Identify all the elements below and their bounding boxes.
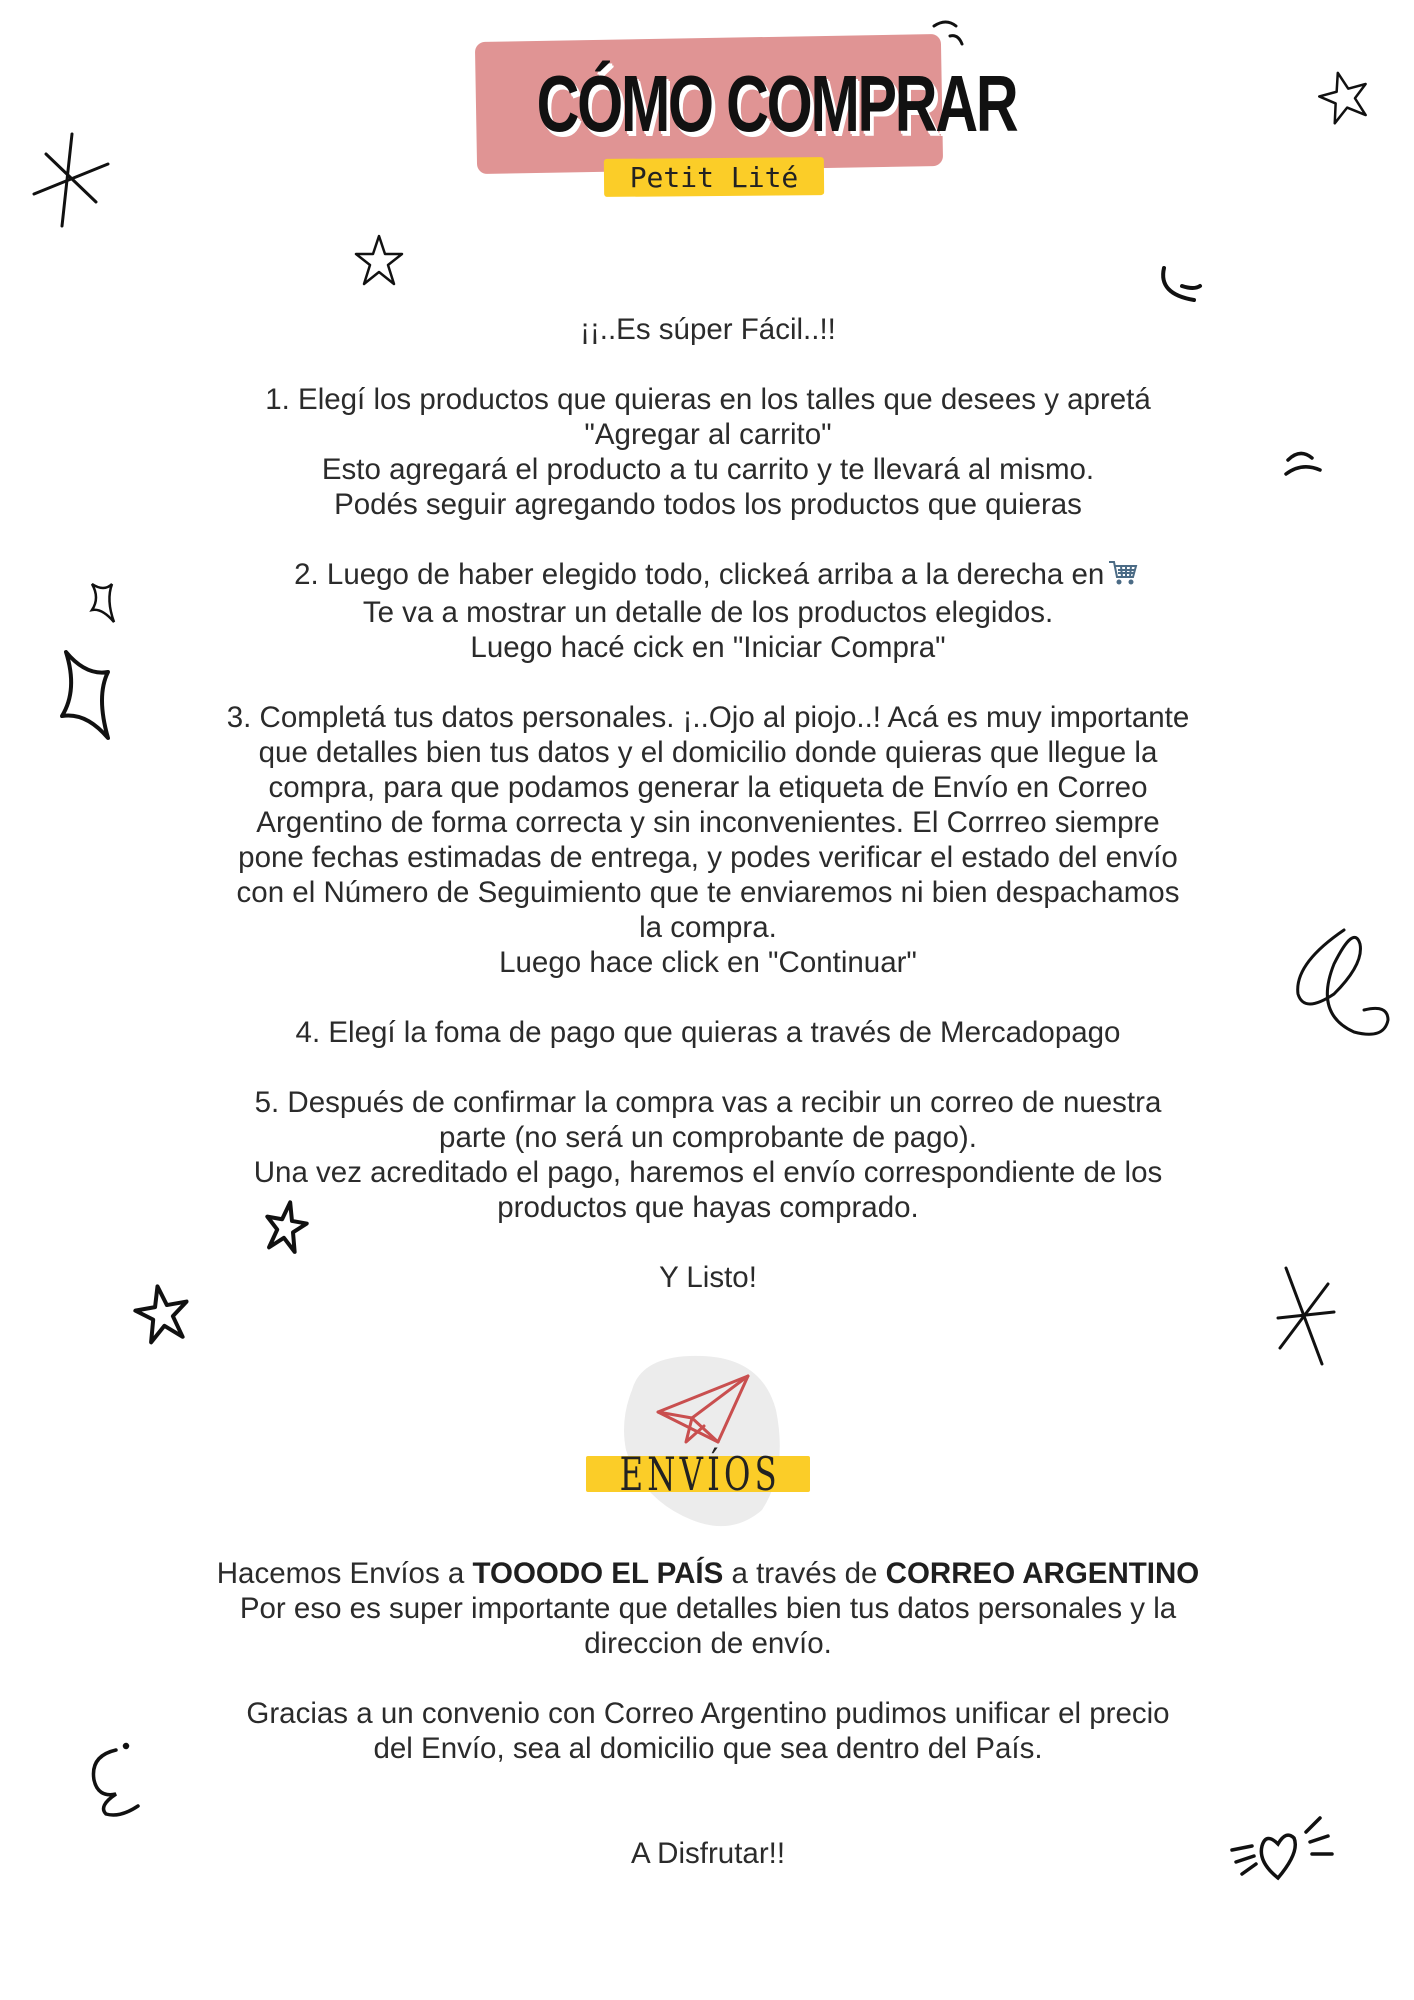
closing-text: Y Listo! (659, 1261, 757, 1294)
step2-line1: 2. Luego de haber elegido todo, clickeá arriba a la derecha en (294, 558, 1105, 591)
shipping-line1-country: TOOODO EL PAÍS (472, 1557, 724, 1590)
doodle-loop-right-icon (1284, 924, 1394, 1044)
page-title: CÓMO COMPRAR (536, 59, 1017, 148)
shipping-line4: Gracias a un convenio con Correo Argentino pudimos unificar el precio (246, 1697, 1170, 1730)
shipping-line2: Por eso es super importante que detalles bien tus datos personales y la (239, 1592, 1177, 1625)
step2-line3: Luego hacé cick en "Iniciar Compra" (470, 631, 946, 664)
doodle-moon-right-icon (1154, 264, 1206, 312)
doodle-heart-right-icon (1228, 1808, 1338, 1888)
doodle-swirl-left-icon (86, 1736, 146, 1816)
brand-label: Petit Lité (629, 161, 799, 194)
step3-line2: que detalles bien tus datos y el domicilio donde quieras que llegue la (258, 736, 1158, 769)
step1-line1: 1. Elegí los productos que quieras en los talles que desees y apretá (265, 383, 1151, 416)
doodle-asterisk-top-left-icon (32, 132, 112, 228)
envios-title: ENVÍOS (619, 1447, 781, 1501)
shipping-info (190, 1556, 1226, 1871)
paper-plane-icon (656, 1372, 752, 1452)
doodle-star-left-icon (134, 1284, 190, 1342)
step5-line3: Una vez acreditado el pago, haremos el envío correspondiente de los (253, 1156, 1163, 1189)
step2-line2: Te va a mostrar un detalle de los productos elegidos. (362, 596, 1054, 629)
doodle-star-top-right-icon (1318, 70, 1370, 122)
step3-line1: 3. Completá tus datos personales. ¡..Ojo al piojo..! Acá es muy importante (226, 701, 1190, 734)
shipping-closing: A Disfrutar!! (630, 1837, 786, 1870)
shopping-cart-icon (1108, 559, 1138, 595)
shipping-line1-part-a: Hacemos Envíos a (216, 1557, 473, 1590)
step4-line: 4. Elegí la foma de pago que quieras a través de Mercadopago (295, 1016, 1121, 1049)
doodle-sparkle-large-left-icon (56, 646, 120, 742)
step1-line4: Podés seguir agregando todos los productos que quieras (334, 488, 1082, 521)
shipping-line1-part-c: a través de (723, 1557, 886, 1590)
step5-line2: parte (no será un comprobante de pago). (439, 1121, 977, 1154)
step5-line1: 5. Después de confirmar la compra vas a recibir un correo de nuestra (254, 1086, 1162, 1119)
doodle-sparkle-small-left-icon (86, 580, 120, 626)
step3-line5: pone fechas estimadas de entrega, y podes verificar el estado del envío (238, 841, 1178, 874)
doodle-star-top-left-icon (354, 234, 404, 286)
shipping-line5: del Envío, sea al domicilio que sea dentro del País. (373, 1732, 1043, 1765)
step3-line6: con el Número de Seguimiento que te enviaremos ni bien despachamos (236, 876, 1180, 909)
step1-line2: "Agregar al carrito" (584, 418, 832, 451)
purchase-steps (190, 312, 1226, 1295)
intro-text: ¡¡..Es súper Fácil..!! (580, 313, 836, 346)
step1-line3: Esto agregará el producto a tu carrito y te llevará al mismo. (321, 453, 1095, 486)
step2-line1-wrapper (190, 557, 1226, 595)
step5-line4: productos que hayas comprado. (497, 1191, 919, 1224)
doodle-arc-right-icon (1282, 444, 1326, 480)
shipping-line1 (190, 1556, 1226, 1591)
step3-line8: Luego hace click en "Continuar" (499, 946, 917, 979)
step3-line4: Argentino de forma correcta y sin inconvenientes. El Corrreo siempre (256, 806, 1160, 839)
doodle-asterisk-right-icon (1276, 1266, 1336, 1366)
step3-line3: compra, para que podamos generar la etiqueta de Envío en Correo (268, 771, 1148, 804)
shipping-line3: direccion de envío. (584, 1627, 832, 1660)
shipping-line1-carrier: CORREO ARGENTINO (885, 1557, 1200, 1590)
step3-line7: la compra. (639, 911, 777, 944)
